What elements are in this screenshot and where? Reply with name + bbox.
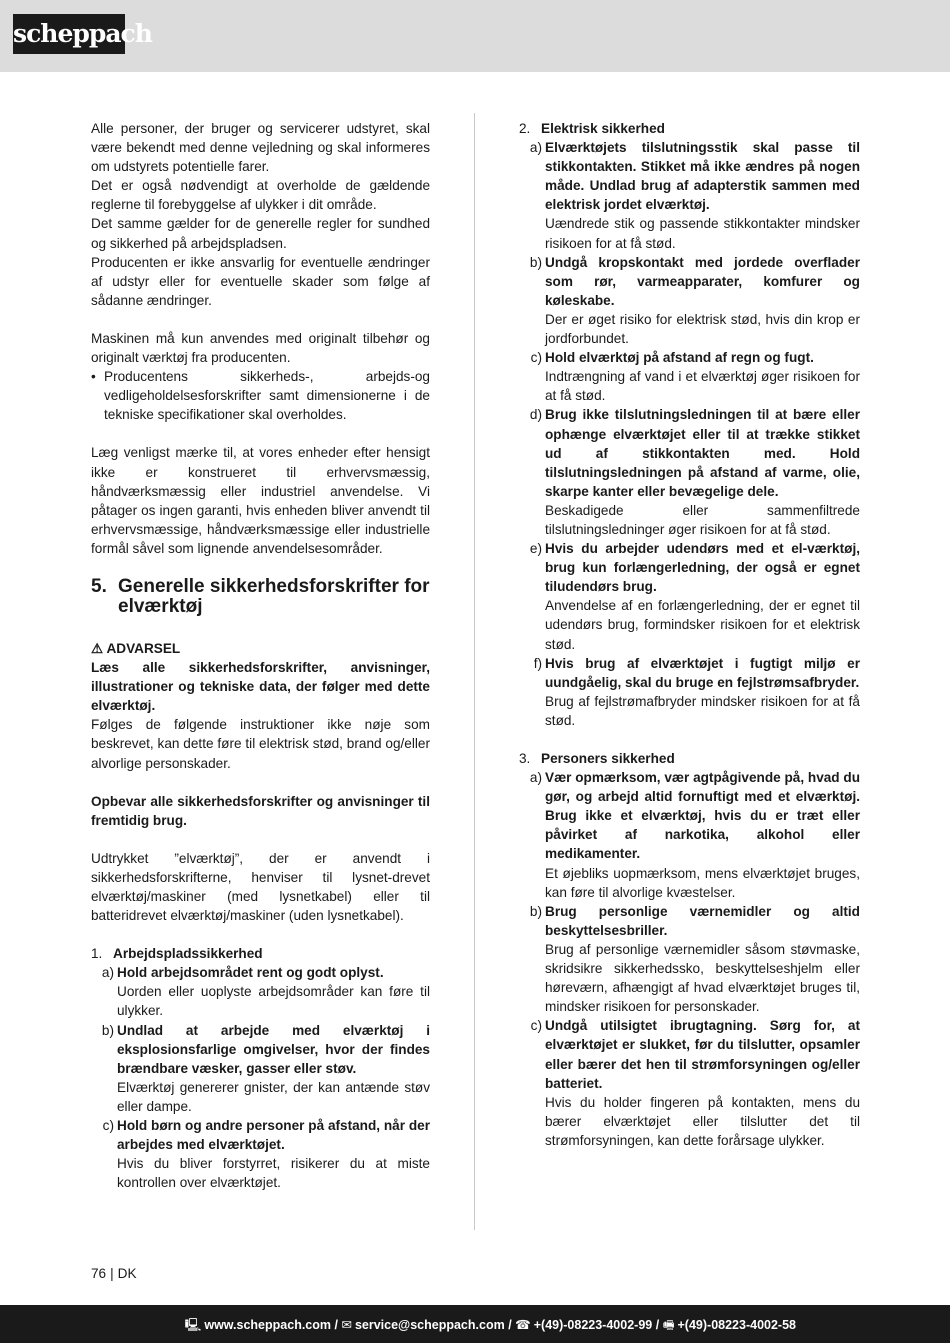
phone-icon: ☎ — [515, 1318, 531, 1332]
personal-safety-list — [519, 768, 860, 1150]
list-item — [519, 654, 860, 730]
subsection-heading-3 — [519, 749, 860, 768]
item-explanation: Brug af fejlstrømafbryder mindsker risikoen for at få stød. — [545, 693, 860, 728]
item-body — [117, 1116, 430, 1192]
list-item — [519, 902, 860, 1017]
list-item — [519, 253, 860, 348]
item-letter: c) — [530, 1018, 542, 1034]
subsection-number: 1. — [91, 946, 103, 962]
item-letter: c) — [102, 1118, 114, 1134]
section-heading — [91, 577, 430, 617]
section-number: 5. — [91, 575, 107, 597]
bullet-item — [91, 367, 430, 424]
item-rule: Brug personlige værnemidler og altid beskyttelsesbriller. — [545, 903, 860, 938]
item-explanation: Indtrængning af vand i et elværktøj øger risikoen for at få stød. — [545, 369, 860, 404]
accessories-paragraph: Maskinen må kun anvendes med originalt tilbehør og originalt værktøj fra producenten. — [91, 330, 430, 366]
item-body — [545, 654, 860, 730]
item-letter: b) — [529, 903, 542, 919]
item-rule: Elværktøjets tilslutningsstik skal passe til stikkontakten. Stikket må ikke ændres på nogen måde. Undlad brug af adapterstik sammen med elektrisk jordet elværktøj. — [545, 140, 860, 213]
page-number: 76 — [91, 1266, 107, 1281]
list-item — [91, 1021, 430, 1116]
computer-icon: 🖳 — [184, 1318, 202, 1332]
page-separator: | — [110, 1266, 114, 1281]
item-letter: f) — [533, 655, 542, 671]
electrical-safety-list — [519, 138, 860, 730]
item-explanation: Uændrede stik og passende stikkontakter mindsker risikoen for at få stød. — [545, 216, 860, 251]
item-body — [117, 963, 430, 1020]
bullet-marker: • — [91, 369, 96, 385]
item-explanation: Brug af personlige værnemidler såsom støvmaske, skridsikre sikkerhedssko, beskyttelseshjelm eller høreværn, afhængigt af hvad elværktøjet bruges til, mindsker risikoen for personskader. — [545, 941, 860, 1015]
item-letter: d) — [529, 407, 542, 423]
item-body — [545, 405, 860, 539]
list-item — [91, 963, 430, 1020]
item-rule: Brug ikke tilslutningsledningen til at bære eller ophænge elværktøjet eller til at trække stikket ud af stikkontakten med. Hold tilslutningsledningen på afstand af varme, olie, skarpe kanter eller bevægelige dele. — [545, 407, 860, 499]
item-letter: b) — [529, 254, 542, 270]
separator: / — [508, 1318, 512, 1332]
separator: / — [334, 1318, 338, 1332]
term-definition-text: Udtrykket ”elværktøj”, der er anvendt i sikkerhedsforskrifterne, henviser til lysnet-drevet elværktøj/maskiner (med lysnetkabel) eller til batteridrevet elværktøj/maskiner (uden lysnetkabel). — [91, 850, 430, 924]
item-body — [545, 253, 860, 348]
item-explanation: Anvendelse af en forlængerledning, der er egnet til udendørs brug, formindsker risikoen for et elektrisk stød. — [545, 598, 860, 652]
subsection-title: Arbejdspladssikkerhed — [113, 946, 263, 962]
list-item — [519, 539, 860, 654]
item-explanation: Der er øget risiko for elektrisk stød, hvis din krop er jordforbundet. — [545, 311, 860, 347]
brand-logo — [13, 14, 152, 54]
item-body — [545, 348, 860, 405]
language-code: DK — [117, 1266, 137, 1281]
usage-paragraph: Læg venligst mærke til, at vores enheder efter hensigt ikke er konstrueret til erhvervsmæssig, håndværksmæssig eller industriel anvendelse. Vi påtager os ingen garanti, hvis enheden bliver anvendt til erhvervsmæssige, håndværksmæssige eller industrielle formål såvel som lignende anvendelsesområder. — [91, 445, 430, 556]
right-column — [519, 119, 860, 1150]
item-body — [545, 138, 860, 253]
item-letter: c) — [530, 350, 542, 366]
warning-bold-text: Læs alle sikkerhedsforskrifter, anvisninger, illustrationer og tekniske data, der følger med dette elværktøj. — [91, 660, 430, 714]
intro-paragraph-4: Producenten er ikke ansvarlig for eventuelle ændringer af udstyr eller for eventuelle skader som følge af sådanne ændringer. — [91, 254, 430, 308]
warning-text: Følges de følgende instruktioner ikke nøje som beskrevet, kan dette føre til elektrisk stød, brand og/eller alvorlige personskader. — [91, 717, 430, 771]
list-item — [519, 138, 860, 253]
item-body — [545, 539, 860, 654]
workplace-safety-list — [91, 963, 430, 1192]
brand-logo-text: scheppach — [13, 19, 152, 48]
subsection-number: 3. — [519, 751, 531, 766]
item-letter: e) — [529, 541, 542, 557]
phone-number: +(49)-08223-4002-99 — [533, 1318, 653, 1332]
list-item — [519, 405, 860, 539]
mail-icon: ✉ — [341, 1318, 352, 1332]
item-letter: a) — [529, 140, 542, 156]
item-letter: a) — [529, 770, 542, 786]
contact-bar — [0, 1305, 950, 1343]
item-explanation: Hvis du bliver forstyrret, risikerer du at miste kontrollen over elværktøjet. — [117, 1156, 430, 1191]
item-body — [117, 1021, 430, 1116]
list-item — [519, 768, 860, 902]
item-rule: Hvis brug af elværktøjet i fugtigt miljø er uundgåelig, skal du bruge en fejlstrømsafbryder. — [545, 655, 860, 690]
keep-instructions-text: Opbevar alle sikkerhedsforskrifter og anvisninger til fremtidig brug. — [91, 793, 430, 828]
item-body — [545, 902, 860, 1017]
item-rule: Hold børn og andre personer på afstand, når der arbejdes med elværktøjet. — [117, 1118, 430, 1153]
separator: / — [655, 1318, 660, 1332]
warning-label: ⚠ ADVARSEL — [91, 640, 181, 656]
subsection-heading-1 — [91, 944, 430, 963]
page-footer — [91, 1266, 137, 1281]
list-item — [91, 1116, 430, 1192]
bullet-text: Producentens sikkerheds-, arbejds-og vedligeholdelsesforskrifter samt dimensionerne i de tekniske specifikationer skal overholdes. — [104, 369, 430, 423]
header-bar — [0, 0, 950, 72]
left-column — [91, 119, 430, 1192]
item-rule: Vær opmærksom, vær agtpågivende på, hvad du gør, og arbejd altid fornuftigt med et elværktøj. Brug ikke et elværktøj, hvis du er træt eller påvirket af narkotika, alkohol eller medikamenter. — [545, 770, 860, 862]
item-explanation: Elværktøj genererer gnister, der kan antænde støv eller dampe. — [117, 1079, 430, 1114]
fax-number: +(49)-08223-4002-58 — [677, 1318, 796, 1332]
list-item — [519, 1016, 860, 1150]
item-letter: a) — [101, 965, 114, 981]
item-explanation: Beskadigede eller sammenfiltrede tilslutningsledninger øger risikoen for at få stød. — [545, 502, 860, 537]
item-rule: Hvis du arbejder udendørs med et el-værktøj, brug kun forlængerledning, der også er egnet tiludendørs brug. — [545, 541, 860, 595]
intro-paragraph-1: Alle personer, der bruger og servicerer udstyret, skal være bekendt med denne vejledning og skal informeres om udstyrets potentielle farer. — [91, 121, 430, 175]
item-explanation: Uorden eller uoplyste arbejdsområder kan føre til ulykker. — [117, 984, 430, 1019]
intro-paragraph-2: Det er også nødvendigt at overholde de gældende reglerne til forebyggelse af ulykker i dit område. — [91, 178, 430, 213]
fax-icon: 🖷 — [662, 1318, 675, 1332]
item-letter: b) — [101, 1022, 114, 1038]
item-body — [545, 768, 860, 902]
website-link[interactable]: www.scheppach.com — [204, 1318, 331, 1332]
item-rule: Hold arbejdsområdet rent og godt oplyst. — [117, 965, 384, 981]
contact-info — [185, 1316, 796, 1337]
column-divider — [474, 113, 475, 1230]
item-rule: Undlad at arbejde med elværktøj i eksplosionsfarlige omgivelser, hvor der findes brændbare væsker, gasser eller støv. — [117, 1022, 430, 1076]
subsection-title: Elektrisk sikkerhed — [541, 121, 665, 136]
subsection-heading-2 — [519, 119, 860, 138]
subsection-number: 2. — [519, 121, 531, 136]
item-explanation: Et øjebliks uopmærksom, mens elværktøjet bruges, kan føre til alvorlige kvæstelser. — [545, 865, 860, 900]
item-body — [545, 1016, 860, 1150]
item-rule: Undgå utilsigtet ibrugtagning. Sørg for, at elværktøjet er slukket, før du tilslutter, opsamler eller bærer det hen til strømforsyningen og/eller batteriet. — [545, 1018, 860, 1091]
list-item — [519, 348, 860, 405]
item-rule: Hold elværktøj på afstand af regn og fugt. — [545, 350, 814, 366]
item-rule: Undgå kropskontakt med jordede overflader som rør, varmeapparater, komfurer og køleskabe. — [545, 254, 860, 308]
subsection-title: Personers sikkerhed — [541, 751, 675, 766]
section-title: Generelle sikkerhedsforskrifter for elværktøj — [118, 575, 430, 617]
intro-paragraph-3: Det samme gælder for de generelle regler for sundhed og sikkerhed på arbejdspladsen. — [91, 216, 430, 251]
item-explanation: Hvis du holder fingeren på kontakten, mens du bærer elværktøjet eller tilslutter det til strømforsyningen, kan dette forårsage ulykker. — [545, 1094, 860, 1148]
email-link[interactable]: service@scheppach.com — [354, 1318, 505, 1332]
